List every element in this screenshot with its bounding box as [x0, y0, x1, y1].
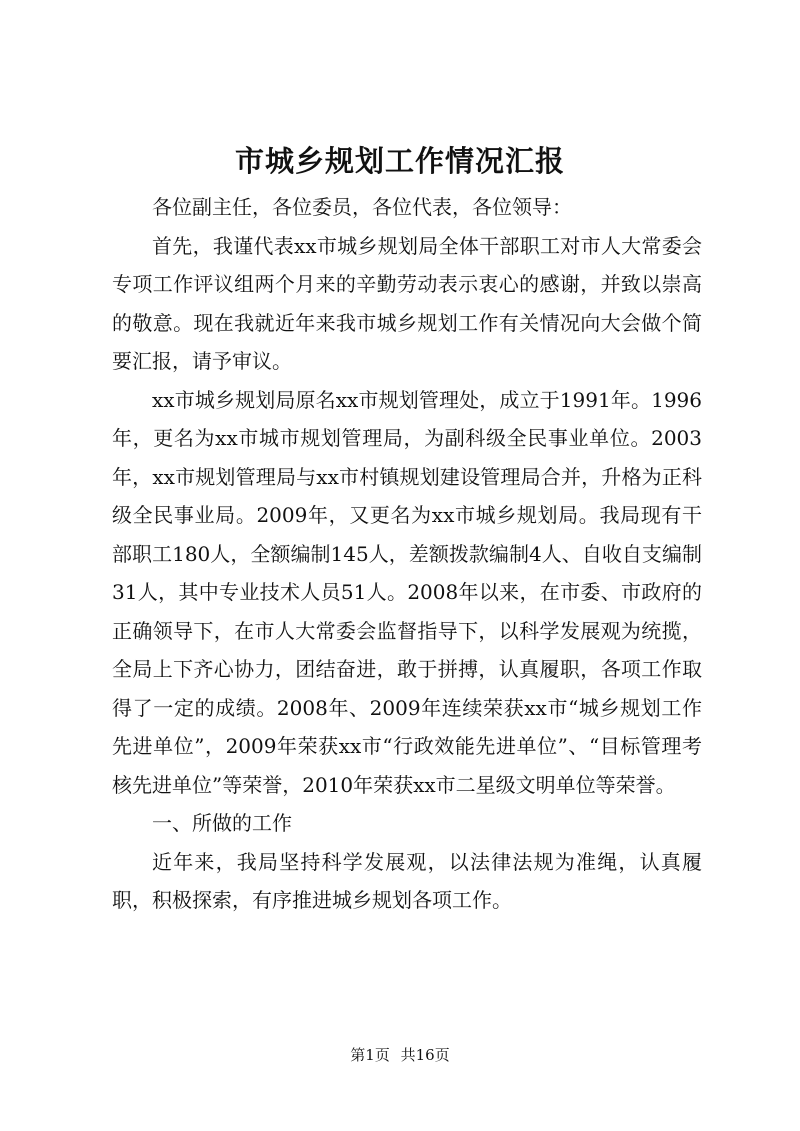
document-body [112, 188, 702, 920]
page-footer [0, 1045, 800, 1065]
salutation: 各位副主任，各位委员，各位代表，各位领导： [152, 195, 572, 219]
paragraph-intro: 首先，我谨代表xx市城乡规划局全体干部职工对市人大常委会专项工作评议组两个月来的辛勤劳动表示衷心的感谢，并致以崇高的敬意。现在我就近年来我市城乡规划工作有关情况向大会做个简要汇报，请予审议。 [112, 233, 702, 373]
paragraph-section: 近年来，我局坚持科学发展观，以法律法规为准绳，认真履职，积极探索，有序推进城乡规划各项工作。 [112, 849, 702, 912]
page-total: 共16页 [400, 1046, 450, 1064]
document-title: 市城乡规划工作情况汇报 [234, 144, 565, 178]
page-number: 第1页 [350, 1046, 390, 1064]
paragraph-history: xx市城乡规划局原名xx市规划管理处，成立于1991年。1996年，更名为xx市城市规划管理局，为副科级全民事业单位。2003年，xx市规划管理局与xx市村镇规划建设管理局合并，升格为正科级全民事业局。2009年，又更名为xx市城乡规划局。我局现有干部职工180人，全额编制145人，差额拨款编制4人、自收自支编制31人，其中专业技术人员51人。2008年以来，在市委、市政府的正确领导下，在市人大常委会监督指导下，以科学发展观为统揽，全局上下齐心协力，团结奋进，敢于拼搏，认真履职，各项工作取得了一定的成绩。2008年、2009年连续荣获xx市“城乡规划工作先进单位”，2009年荣获xx市“行政效能先进单位”、“目标管理考核先进单位”等荣誉，2010年荣获xx市二星级文明单位等荣誉。 [112, 387, 702, 797]
section-heading: 一、所做的工作 [152, 811, 292, 835]
